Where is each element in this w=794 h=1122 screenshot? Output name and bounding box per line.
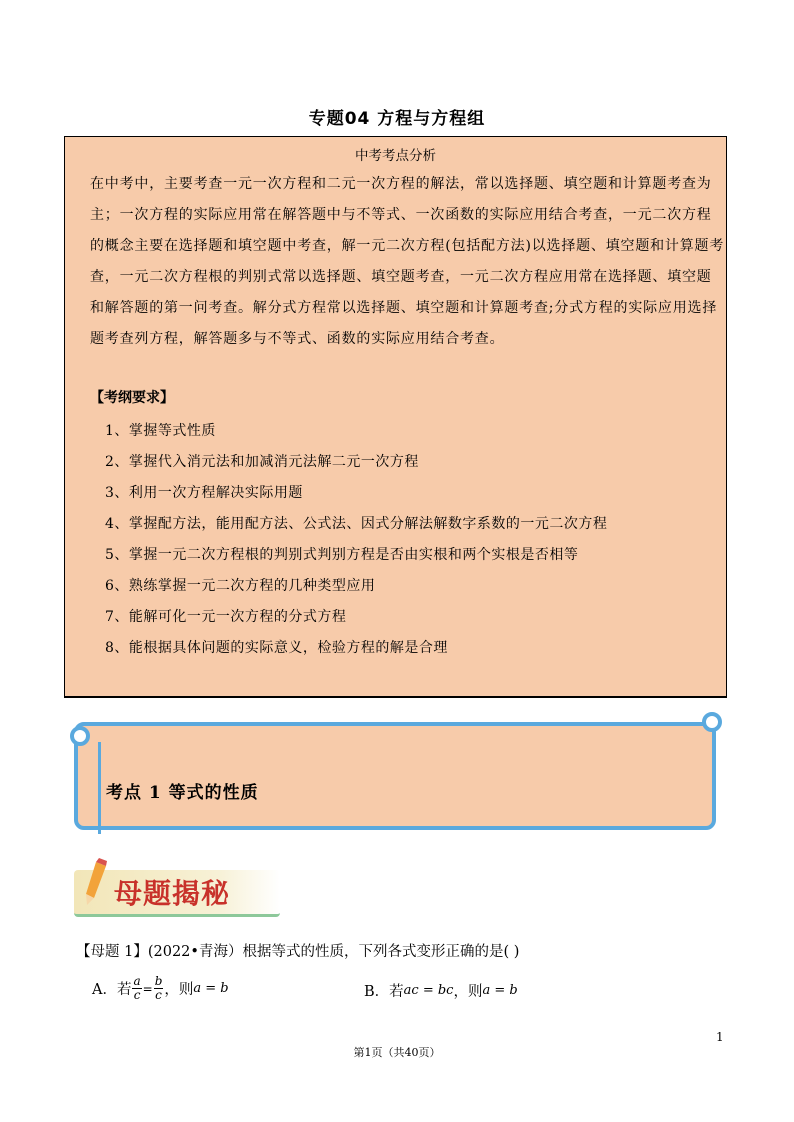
equals-sign: = [142,981,153,996]
requirement-item: 1、掌握等式性质 [105,423,216,439]
option-b [364,980,518,1001]
mother-question-banner [74,858,284,916]
option-b-label: B．若 [364,984,404,1000]
page-footer: 第1页（共40页） [353,1046,441,1059]
requirement-item: 6、熟练掌握一元二次方程的几种类型应用 [105,578,376,594]
requirements-list [105,416,607,664]
requirement-item: 2、掌握代入消元法和加减消元法解二元一次方程 [105,454,419,470]
requirement-item: 7、能解可化一元一次方程的分式方程 [105,609,347,625]
requirement-item: 5、掌握一元二次方程根的判别式判别方程是否由实根和两个实根是否相等 [105,547,579,563]
option-b-then: ，则 [453,984,483,1000]
exam-analysis-box [64,136,727,698]
requirement-item: 4、掌握配方法，能用配方法、公式法、因式分解法解数字系数的一元二次方程 [105,516,608,532]
fraction-a-over-c: $\frac{a}{c}$ [133,974,141,1002]
section-scroll-banner [70,712,726,834]
fraction-b-over-c: $\frac{b}{c}$ [154,974,163,1002]
requirements-heading: 【考纲要求】 [90,390,174,406]
option-a-conclusion: a = b [193,981,229,996]
scroll-curl-left-icon [70,726,90,746]
option-b-condition: ac = bc [403,983,454,998]
option-a-then: ，则 [164,982,194,998]
requirement-item: 3、利用一次方程解决实际用题 [105,485,303,501]
scroll-curl-right-icon [702,712,722,732]
page-number: 1 [716,1030,724,1044]
scroll-divider [98,742,101,834]
scroll-body [74,722,716,830]
page-title: 专题04 方程与方程组 [308,109,486,129]
section-title: 考点 1 等式的性质 [106,783,259,803]
question-stem: 【母题 1】(2022•青海）根据等式的性质，下列各式变形正确的是( ) [76,944,520,960]
pencil-icon [82,858,112,908]
analysis-paragraph: 在中考中，主要考查一元一次方程和二元一次方程的解法，常以选择题、填空题和计算题考查为主；一次方程的实际应用常在解答题中与不等式、一次函数的实际应用结合考查，一元二次方程的概念主要在选择题和填空题中考查，解一元二次方程(包括配方法)以选择题、填空题和计算题考查，一元二次方程根的判别式常以选择题、填空题考查，一元二次方程应用常在选择题、填空题和解答题的第一问考查。解分式方程常以选择题、填空题和计算题考查;分式方程的实际应用选择题考查列方程，解答题多与不等式、函数的实际应用结合考查。 [90,176,725,347]
option-b-conclusion: a = b [482,983,518,998]
requirement-item: 8、能根据具体问题的实际意义，检验方程的解是合理 [105,640,448,656]
option-a-label: A．若 [92,982,132,998]
banner-text: 母题揭秘 [114,877,231,910]
option-a [92,975,229,1002]
analysis-heading: 中考考点分析 [355,148,436,164]
